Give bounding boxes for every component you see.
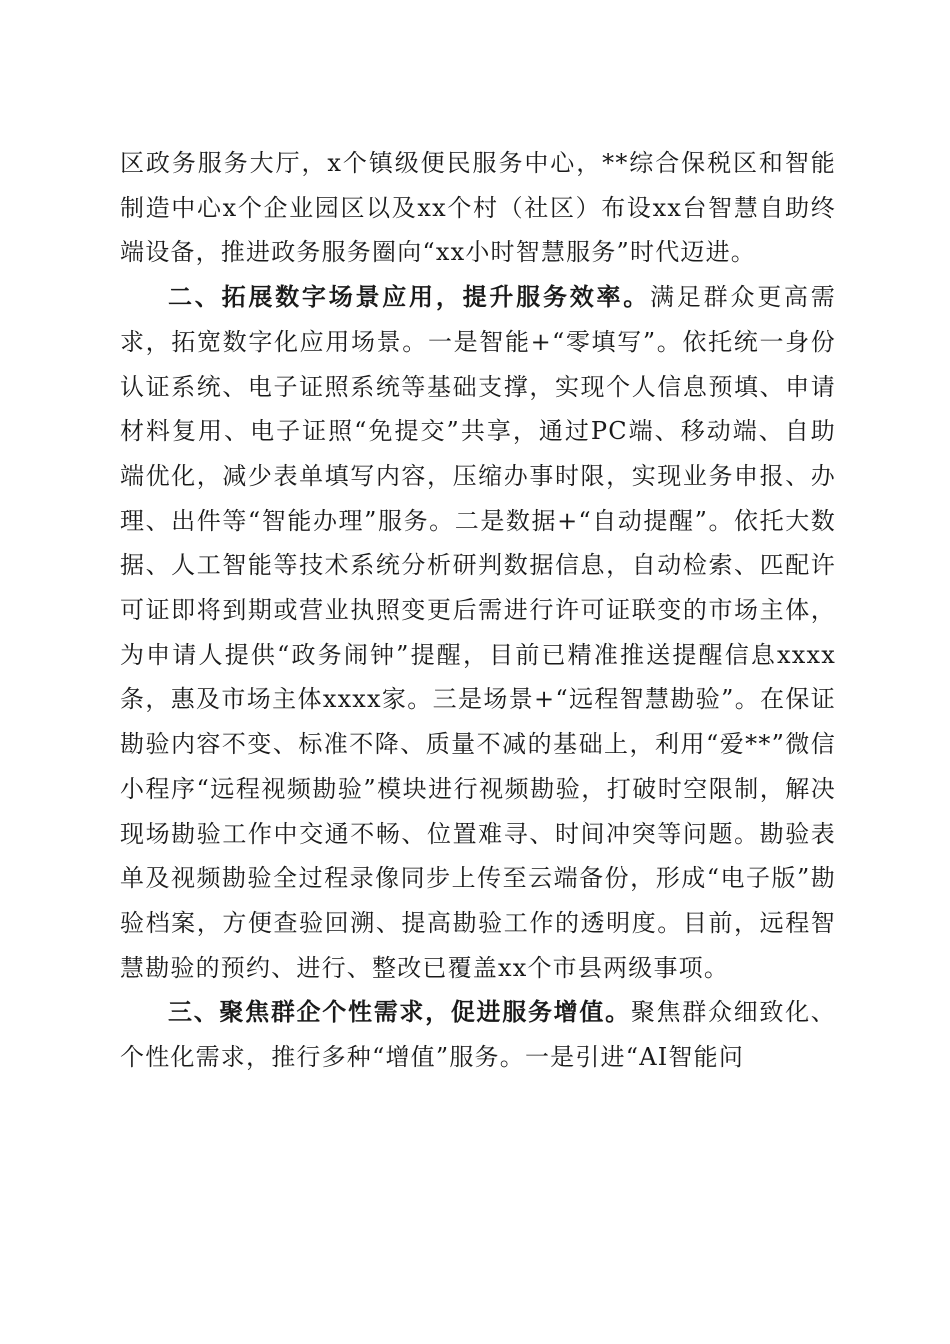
section-three-paragraph — [120, 990, 836, 1079]
section-two-body: 满足群众更高需求，拓宽数字化应用场景。一是智能+“零填写”。依托统一身份认证系统、电子证照系统等基础支撑，实现个人信息预填、申请材料复用、电子证照“免提交”共享，通过PC端、移动端、自助端优化，减少表单填写内容，压缩办事时限，实现业务申报、办理、出件等“智能办理”服务。二是数据+“自动提醒”。依托大数据、人工智能等技术系统分析研判数据信息，自动检索、匹配许可证即将到期或营业执照变更后需进行许可证联变的市场主体，为申请人提供“政务闹钟”提醒，目前已精准推送提醒信息xxxx条，惠及市场主体xxxx家。三是场景+“远程智慧勘验”。在保证勘验内容不变、标准不降、质量不减的基础上，利用“爱**”微信小程序“远程视频勘验”模块进行视频勘验，打破时空限制，解决现场勘验工作中交通不畅、位置难寻、时间冲突等问题。勘验表单及视频勘验全过程录像同步上传至云端备份，形成“电子版”勘验档案，方便查验回溯、提高勘验工作的透明度。目前，远程智慧勘验的预约、进行、整改已覆盖xx个市县两级事项。 — [120, 283, 836, 982]
paragraph-continuation — [120, 141, 836, 275]
section-three-body: 聚焦群众细致化、个性化需求，推行多种“增值”服务。一是引进“AI智能问 — [120, 998, 836, 1072]
section-three-heading: 三、聚焦群企个性需求，促进服务增值。 — [168, 997, 631, 1027]
section-two-heading: 二、拓展数字场景应用，提升服务效率。 — [168, 282, 651, 312]
document-body — [120, 141, 836, 1080]
paragraph-text: 区政务服务大厅，x个镇级便民服务中心，**综合保税区和智能制造中心x个企业园区以及xx个村（社区）布设xx台智慧自助终端设备，推进政务服务圈向“xx小时智慧服务”时代迈进。 — [120, 149, 836, 267]
section-two-paragraph — [120, 275, 836, 990]
